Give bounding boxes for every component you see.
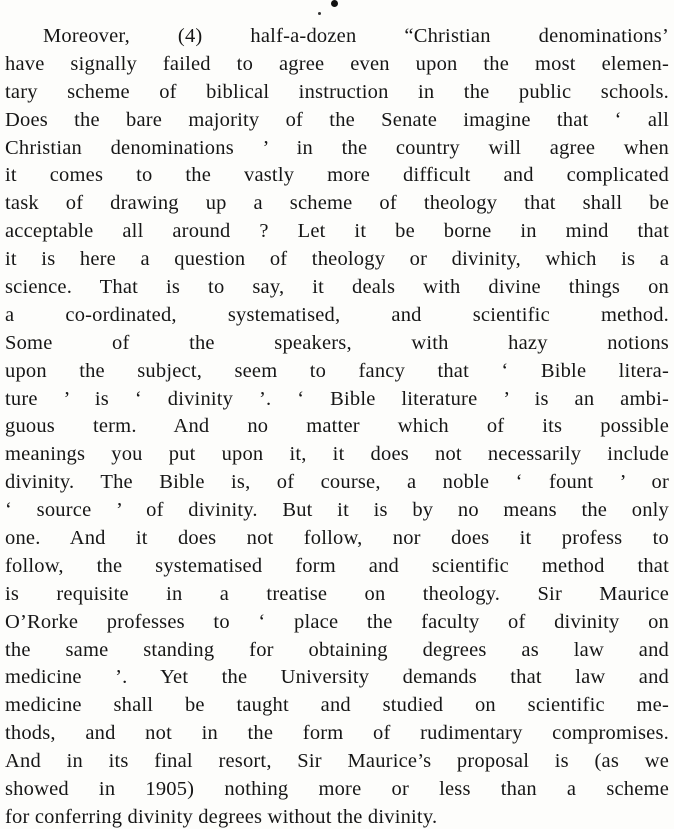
text-line: the same standing for obtaining degrees as law and: [5, 638, 669, 661]
text-line: follow, the systematised form and scientific method that: [5, 554, 669, 577]
text-line: tary scheme of biblical instruction in the public schools.: [5, 80, 669, 103]
text-line: O’Rorke professes to ‘ place the faculty of divinity on: [5, 610, 669, 633]
text-line: ture ’ is ‘ divinity ’. ‘ Bible literature ’ is an ambi-: [5, 387, 669, 410]
text-line: it is here a question of theology or divinity, which is a: [5, 248, 669, 271]
text-line: meanings you put upon it, it does not necessarily include: [5, 443, 669, 466]
body-paragraph: [5, 23, 669, 832]
text-line: Moreover, (4) half-a-dozen “Christian denominations’: [43, 25, 669, 47]
ink-dot: [331, 0, 338, 7]
text-line: medicine shall be taught and studied on scientific me-: [5, 694, 669, 717]
text-line: showed in 1905) nothing more or less than a scheme: [5, 778, 669, 801]
text-line: thods, and not in the form of rudimentary compromises.: [5, 722, 669, 745]
text-line: have signally failed to agree even upon the most elemen-: [5, 52, 669, 75]
text-line: guous term. And no matter which of its possible: [5, 415, 669, 438]
text-line: Christian denominations ’ in the country will agree when: [5, 136, 669, 159]
text-line: ‘ source ’ of divinity. But it is by no means the only: [5, 499, 669, 522]
text-line: medicine ’. Yet the University demands that law and: [5, 666, 669, 689]
text-line: task of drawing up a scheme of theology that shall be: [5, 192, 669, 215]
ink-speck: [318, 12, 321, 15]
text-line: Does the bare majority of the Senate imagine that ‘ all: [5, 108, 669, 131]
text-line: for conferring divinity degrees without the divinity.: [5, 805, 438, 828]
text-line: divinity. The Bible is, of course, a noble ‘ fount ’ or: [5, 471, 669, 494]
text-line: Some of the speakers, with hazy notions: [5, 331, 669, 354]
text-line: a co-ordinated, systematised, and scientific method.: [5, 303, 669, 326]
text-line: one. And it does not follow, nor does it profess to: [5, 527, 669, 550]
text-line: science. That is to say, it deals with divine things on: [5, 276, 669, 299]
text-line: And in its final resort, Sir Maurice’s proposal is (as we: [5, 750, 669, 773]
text-line: acceptable all around ? Let it be borne in mind that: [5, 220, 669, 243]
text-line: upon the subject, seem to fancy that ‘ Bible litera-: [5, 359, 669, 382]
text-line: it comes to the vastly more difficult and complicated: [5, 164, 669, 187]
text-line: is requisite in a treatise on theology. Sir Maurice: [5, 582, 669, 605]
